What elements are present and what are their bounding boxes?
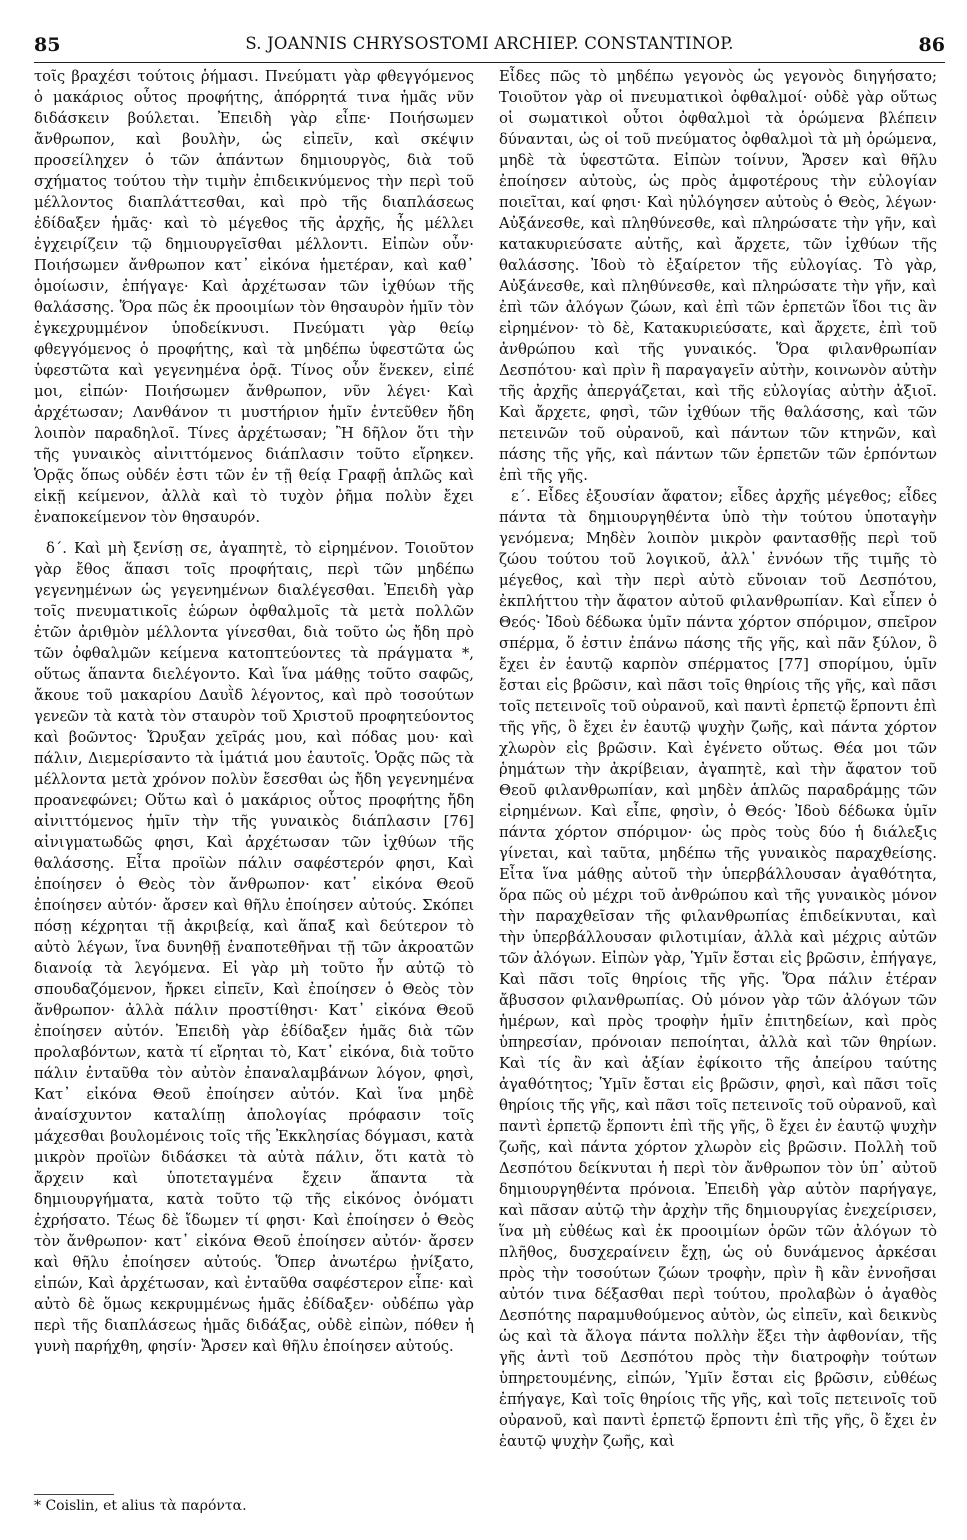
left-column [34,66,474,1357]
paragraph-gap [34,528,474,538]
footnote-rule [34,1494,114,1495]
right-column [499,66,937,1452]
page-number-right: 86 [918,34,945,56]
left-paragraph-1: τοῖς βραχέσι τούτοις ῥήμασι. Πνεύματι γὰρ φθεγγόμενος ὁ μακάριος οὗτος προφήτης, ἀπόρρητά τινα ἡμᾶς νῦν διδάσκειν βούλεται. Ἐπειδὴ γὰρ εἶπε· Ποιήσωμεν ἄνθρωπον, καὶ βουλὴν, ὡς εἰπεῖν, καὶ σκέψιν προσείληχεν ὁ τῶν ἁπάντων δημιουργὸς, διὰ τοῦ σχήματος τούτου τὴν τιμὴν ἐπιδεικνύμενος τὴν περὶ τοῦ μέλλοντος διαπλάττεσθαι, καὶ πρὸ τῆς διαπλάσεως ἐδίδαξεν ἡμᾶς· καὶ τὸ μέγεθος τῆς ἀρχῆς, ἧς μέλλει ἐγχειρίζειν τῷ δημιουργεῖσθαι μέλλοντι. Εἰπὼν οὖν· Ποιήσωμεν ἄνθρωπον κατ᾽ εἰκόνα ἡμετέραν, καὶ καθ᾽ ὁμοίωσιν, ἐπήγαγε· Καὶ ἀρχέτωσαν τῶν ἰχθύων τῆς θαλάσσης. Ὅρα πῶς ἐκ προοιμίων τὸν θησαυρὸν ἡμῖν τὸν ἐγκεχρυμμένον ὑποδείκνυσι. Πνεύματι γὰρ θείῳ φθεγγόμενος ὁ προφήτης, καὶ τὰ μηδέπω ὑφεστῶτα ὡς ὑφεστῶτα καὶ γεγενημένα ὁρᾷ. Τίνος οὖν ἕνεκεν, εἰπέ μοι, εἰπών· Ποιήσωμεν ἄνθρωπον, νῦν λέγει· Καὶ ἀρχέτωσαν; Λανθάνον τι μυστήριον ἡμῖν ἐντεῦθεν ἤδη λοιπὸν παραδηλοῖ. Τίνες ἀρχέτωσαν; Ἢ δῆλον ὅτι τὴν τῆς γυναικὸς αἰνιττόμενος διάπλασιν τοῦτο εἴρηκεν. Ὁρᾷς ὅπως οὐδέν ἐστι τῶν ἐν τῇ θείᾳ Γραφῇ ἁπλῶς καὶ εἰκῇ κείμενον, ἀλλὰ καὶ τὸ τυχὸν ῥῆμα πολὺν ἔχει ἐναποκείμενον τὸν θησαυρόν. [34,68,474,526]
left-paragraph-2: δ΄. Καὶ μὴ ξενίσῃ σε, ἀγαπητὲ, τὸ εἰρημένον. Τοιοῦτον γὰρ ἔθος ἅπασι τοῖς προφήταις, περὶ τῶν μηδέπω γεγενημένων ὡς γεγενημένων διαλέγεσθαι. Ἐπειδὴ γὰρ τοῖς πνευματικοῖς ἑώρων ὀφθαλμοῖς τὰ μετὰ πολλῶν ἐτῶν ἀριθμὸν μέλλοντα γίνεσθαι, διὰ τοῦτο ὡς ἤδη πρὸ τῶν ὀφθαλμῶν κείμενα κατοπτεύοντες τὰ πράγματα *, οὕτως ἅπαντα διελέγοντο. Καὶ ἵνα μάθῃς τοῦτο σαφῶς, ἄκουε τοῦ μακαρίου Δαυῒδ λέγοντος, καὶ πρὸ τοσούτων γενεῶν τὰ κατὰ τὸν σταυρὸν τοῦ Χριστοῦ προφητεύοντος καὶ βοῶντος· Ὤρυξαν χεῖράς μου, καὶ πόδας μου· καὶ πάλιν, Διεμερίσαντο τὰ ἱμάτιά μου ἑαυτοῖς. Ὁρᾷς πῶς τὰ μέλλοντα μετὰ χρόνον πολὺν ἔσεσθαι ὡς ἤδη γεγενημένα προανεφώνει; Οὕτω καὶ ὁ μακάριος οὗτος προφήτης ἤδη αἰνιττόμενος ἡμῖν τὴν τῆς γυναικὸς διάπλασιν [76] αἰνιγματωδῶς φησι, Καὶ ἀρχέτωσαν τῶν ἰχθύων τῆς θαλάσσης. Εἶτα προϊὼν πάλιν σαφέστερόν φησι, Καὶ ἐποίησεν ὁ Θεὸς τὸν ἄνθρωπον· κατ᾽ εἰκόνα Θεοῦ ἐποίησεν αὐτόν· ἄρσεν καὶ θῆλυ ἐποίησεν αὐτούς. Σκόπει πόσῃ κέχρηται τῇ ἀκριβείᾳ, καὶ ἅπαξ καὶ δεύτερον τὸ αὐτὸ λέγων, ἵνα δυνηθῇ ἐναποτεθῆναι τῇ τῶν ἀκροατῶν διανοίᾳ τὰ λεγόμενα. Εἰ γὰρ μὴ τοῦτο ἦν αὐτῷ τὸ σπουδαζόμενον, ἤρκει εἰπεῖν, Καὶ ἐποίησεν ὁ Θεὸς τὸν ἄνθρωπον· ἀλλὰ πάλιν προστίθησι· Κατ᾽ εἰκόνα Θεοῦ ἐποίησεν αὐτόν. Ἐπειδὴ γὰρ ἐδίδαξεν ἡμᾶς διὰ τῶν προλαβόντων, κατὰ τί εἴρηται τὸ, Κατ᾽ εἰκόνα, διὰ τοῦτο πάλιν ἐνταῦθα τὸν αὐτὸν ἐπαναλαμβάνων λόγον, φησὶ, Κατ᾽ εἰκόνα Θεοῦ ἐποίησεν αὐτόν. Καὶ ἵνα μηδὲ ἀναίσχυντον καταλίπῃ ἀπολογίας πρόφασιν τοῖς μάχεσθαι βουλομένοις τοῖς τῆς Ἐκκλησίας δόγμασι, κατὰ μικρὸν προϊὼν διδάσκει τὰ αὐτὰ πάλιν, ὅτι κατὰ τὸ ἄρχειν καὶ ὑποτεταγμένα ἔχειν ἅπαντα τὰ δημιουργήματα, κατὰ τοῦτο τῷ τῆς εἰκόνος ὀνόματι ἐχρήσατο. Τέως δὲ ἴδωμεν τί φησι· Καὶ ἐποίησεν ὁ Θεὸς τὸν ἄνθρωπον· κατ᾽ εἰκόνα Θεοῦ ἐποίησεν αὐτόν· ἄρσεν καὶ θῆλυ ἐποίησεν αὐτούς. Ὅπερ ἀνωτέρω ᾐνίξατο, εἰπών, Καὶ ἀρχέτωσαν, καὶ ἐνταῦθα σαφέστερον εἶπε· καὶ αὐτὸ δὲ ὅμως κεκρυμμένως ἡμᾶς ἐδίδαξεν· οὐδέπω γὰρ περὶ τῆς διαπλάσεως ἡμᾶς διδάξας, οὐδὲ εἰπὼν, πόθεν ἡ γυνὴ παρήχθη, φησίν· Ἄρσεν καὶ θῆλυ ἐποίησεν αὐτούς. [34,540,474,1355]
page-number-left: 85 [34,34,61,56]
running-header [34,34,945,60]
header-rule [34,62,945,63]
running-title: S. JOANNIS CHRYSOSTOMI ARCHIEP. CONSTANTINOP. [245,34,734,53]
right-paragraph-1: Εἶδες πῶς τὸ μηδέπω γεγονὸς ὡς γεγονὸς διηγήσατο; Τοιοῦτον γὰρ οἱ πνευματικοὶ ὀφθαλμοί· οὐδὲ γὰρ οὕτως οἱ σωματικοὶ οὗτοι ὀφθαλμοὶ τὰ ὁρώμενα βλέπειν δύνανται, ὡς οἱ τοῦ πνεύματος ὀφθαλμοὶ τὰ μὴ ὁρώμενα, μηδὲ τὰ ὑφεστῶτα. Εἰπὼν τοίνυν, Ἄρσεν καὶ θῆλυ ἐποίησεν αὐτοὺς, ὡς πρὸς ἀμφοτέρους τὴν εὐλογίαν ποιεῖται, καί φησι· Καὶ ηὐλόγησεν αὐτοὺς ὁ Θεὸς, λέγων· Αὐξάνεσθε, καὶ πληθύνεσθε, καὶ πληρώσατε τὴν γῆν, καὶ κατακυριεύσατε αὐτῆς, καὶ ἄρχετε, τῶν ἰχθύων τῆς θαλάσσης. Ἰδοὺ τὸ ἐξαίρετον τῆς εὐλογίας. Τὸ γὰρ, Αὐξάνεσθε, καὶ πληθύνεσθε, καὶ πληρώσατε τὴν γῆν, καὶ ἐπὶ τῶν ἀλόγων ζώων, καὶ ἐπὶ τῶν ἑρπετῶν ἴδοι τις ἂν εἰρημένον· τὸ δὲ, Κατακυριεύσατε, καὶ ἄρχετε, ἐπὶ τοῦ ἀνθρώπου καὶ τῆς γυναικός. Ὅρα φιλανθρωπίαν Δεσπότου· καὶ πρὶν ἢ παραγαγεῖν αὐτὴν, κοινωνὸν αὐτὴν τῆς ἀρχῆς ἀπεργάζεται, καὶ τῆς εὐλογίας αὐτὴν ἀξιοῖ. Καὶ ἄρχετε, φησὶ, τῶν ἰχθύων τῆς θαλάσσης, καὶ τῶν πετεινῶν τοῦ οὐρανοῦ, καὶ πάντων τῶν κτηνῶν, καὶ πάσης τῆς γῆς, καὶ πάντων τῶν ἑρπετῶν τῶν ἑρπόντων ἐπὶ τῆς γῆς. [499,68,937,484]
right-paragraph-2: ε΄. Εἶδες ἐξουσίαν ἄφατον; εἶδες ἀρχῆς μέγεθος; εἶδες πάντα τὰ δημιουργηθέντα ὑπὸ τὴν τούτου ὑποταγὴν γενόμενα; Μηδὲν λοιπὸν μικρὸν φαντασθῇς περὶ τοῦ ζώου τούτου τοῦ λογικοῦ, ἀλλ᾽ ἐννόων τῆς τιμῆς τὸ μέγεθος, καὶ τὴν περὶ αὐτὸ εὔνοιαν τοῦ Δεσπότου, ἐκπλήττου τὴν ἄφατον αὐτοῦ φιλανθρωπίαν. Καὶ εἶπεν ὁ Θεός· Ἰδοὺ δέδωκα ὑμῖν πάντα χόρτον σπόριμον, σπεῖρον σπέρμα, ὅ ἐστιν ἐπάνω πάσης τῆς γῆς, καὶ πᾶν ξύλον, ὃ ἔχει ἐν ἑαυτῷ καρπὸν σπέρματος [77] σπορίμου, ὑμῖν ἔσται εἰς βρῶσιν, καὶ πᾶσι τοῖς θηρίοις τῆς γῆς, καὶ πᾶσι τοῖς πετεινοῖς τοῦ οὐρανοῦ, καὶ παντὶ ἑρπετῷ ἕρποντι ἐπὶ τῆς γῆς, ὃ ἔχει ἐν ἑαυτῷ ψυχὴν ζωῆς, καὶ πάντα χόρτον χλωρὸν εἰς βρῶσιν. Καὶ ἐγένετο οὕτως. Θέα μοι τῶν ῥημάτων τὴν ἀκρίβειαν, ἀγαπητὲ, καὶ τὴν ἄφατον τοῦ Θεοῦ φιλανθρωπίαν, καὶ μηδὲν ἁπλῶς παραδράμῃς τῶν εἰρημένων. Καὶ εἶπε, φησὶν, ὁ Θεός· Ἰδοὺ δέδωκα ὑμῖν πάντα χόρτον σπόριμον· ὡς πρὸς τοὺς δύο ἡ διάλεξις γίνεται, καὶ ταῦτα, μηδέπω τῆς γυναικὸς παραχθείσης. Εἶτα ἵνα μάθῃς αὐτοῦ τὴν ὑπερβάλλουσαν ἀγαθότητα, ὅρα πῶς οὐ μέχρι τοῦ ἀνθρώπου καὶ τῆς γυναικὸς μόνον τὴν παραχθεῖσαν τῆς φιλανθρωπίας ἐπιδείκνυται, καὶ τὴν ὑπερβάλλουσαν φιλοτιμίαν, ἀλλὰ καὶ μέχρις αὐτῶν τῶν ἀλόγων. Εἰπὼν γὰρ, Ὑμῖν ἔσται εἰς βρῶσιν, ἐπήγαγε, Καὶ πᾶσι τοῖς θηρίοις τῆς γῆς. Ὅρα πάλιν ἑτέραν ἄβυσσον φιλανθρωπίας. Οὐ μόνον γὰρ τῶν ἀλόγων τῶν ἡμέρων, καὶ πρὸς τροφὴν ἡμῖν ἐπιτηδείων, καὶ πρὸς ὑπηρεσίαν, πρόνοιαν πεποίηται, ἀλλὰ καὶ τῶν θηρίων. Καὶ τίς ἂν καὶ ἀξίαν ἐφίκοιτο τῆς ἀπείρου ταύτης ἀγαθότητος; Ὑμῖν ἔσται εἰς βρῶσιν, φησὶ, καὶ πᾶσι τοῖς θηρίοις τῆς γῆς, καὶ πᾶσι τοῖς πετεινοῖς τοῦ οὐρανοῦ, καὶ παντὶ ἑρπετῷ ἕρποντι ἐπὶ τῆς γῆς, ὃ ἔχει ἐν ἑαυτῷ ψυχὴν ζωῆς, καὶ πάντα χόρτον χλωρὸν εἰς βρῶσιν. Πολλὴ τοῦ Δεσπότου δείκνυται ἡ περὶ τὸν ἄνθρωπον τὸν ὑπ᾽ αὐτοῦ δημιουργηθέντα πρόνοια. Ἐπειδὴ γὰρ αὐτὸν παρήγαγε, καὶ πᾶσαν αὐτῷ τὴν ἀρχὴν τῆς δημιουργίας ἐνεχείρισεν, ἵνα μὴ εὐθέως καὶ ἐκ προοιμίων ὁρῶν τῶν ἀλόγων τὸ πλῆθος, δυσχεραίνειν ἔχῃ, ὡς οὐ δυνάμενος ἀρκέσαι πρὸς τὴν τοσούτων ζώων τροφὴν, πρὶν ἢ κἂν ἐννοῆσαι αὐτόν τινα δέξασθαι περὶ τούτου, προλαβὼν ὁ ἀγαθὸς Δεσπότης παραμυθούμενος αὐτὸν, ὡς εἰπεῖν, καὶ δεικνὺς ὡς καὶ τὰ ἄλογα πάντα πολλὴν ἕξει τὴν ἀφθονίαν, τῆς γῆς ἀντὶ τοῦ Δεσπότου πρὸς τὴν διατροφὴν τούτων ὑπηρετουμένης, εἰπών, Ὑμῖν ἔσται εἰς βρῶσιν, εὐθέως ἐπήγαγε, Καὶ τοῖς θηρίοις τῆς γῆς, καὶ τοῖς πετεινοῖς τοῦ οὐρανοῦ, καὶ παντὶ ἑρπετῷ ἕρποντι ἐπὶ τῆς γῆς, ὃ ἔχει ἐν ἑαυτῷ ψυχὴν ζωῆς, καὶ [499,488,937,1450]
footnote: * Coislin, et alius τὰ παρόντα. [34,1498,247,1514]
